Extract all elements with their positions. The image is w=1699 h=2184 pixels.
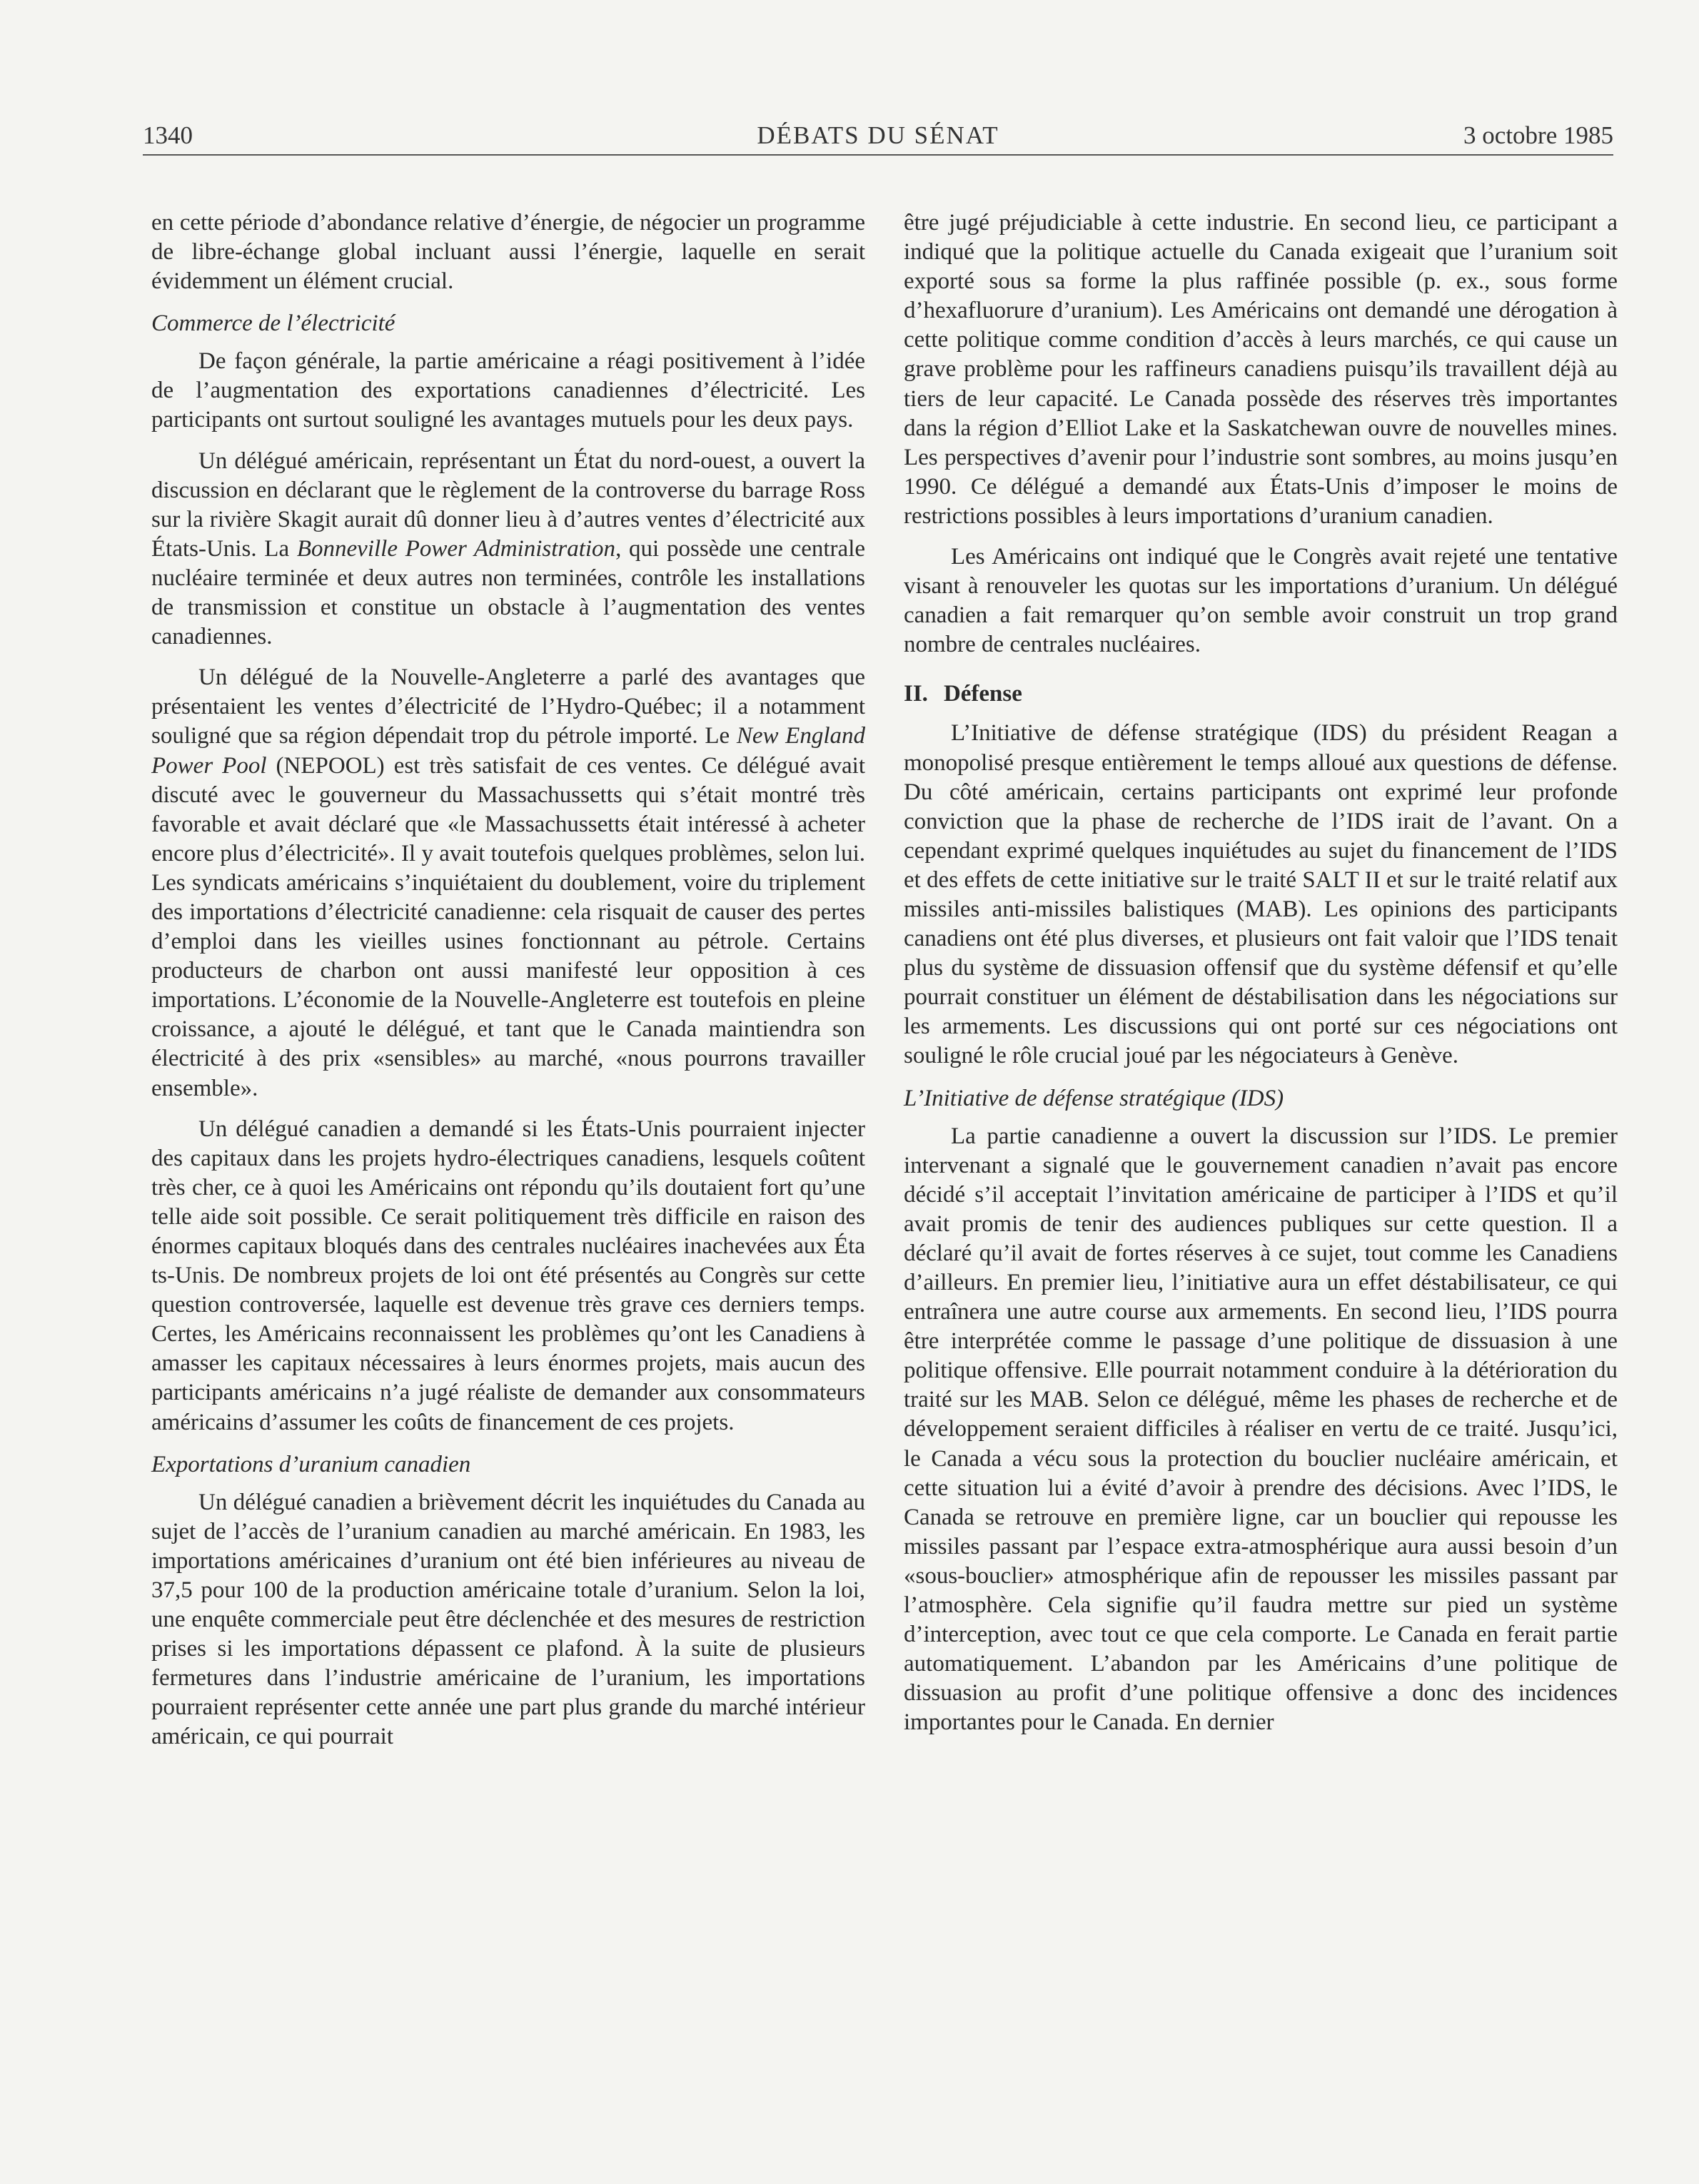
paragraph (151, 663, 865, 1103)
subheading-ids: L’Initiative de défense stratégique (IDS) (904, 1085, 1284, 1111)
paragraph: Les Américains ont indiqué que le Congrès avait rejeté une tentative visant à renouveler les quotas sur les importations d’uranium. Un délégué canadien a fait remarquer qu’on semble avoir construit un trop grand nombre de centrales nucléaires. (904, 544, 1618, 658)
section-number: II. (904, 681, 928, 707)
text-run: Un délégué de la Nouvelle-Angleterre a parlé des avantages que présentaient les ventes d’électricité de l’Hydro-Québec; il a notamment souligné que sa région dépendait trop du pétrole importé. Le (151, 664, 865, 749)
emphasis-text: Bonneville Power Administration (296, 535, 616, 562)
left-column (151, 208, 865, 1752)
paragraph: L’Initiative de défense stratégique (IDS) du président Reagan a monopolisé presque entièrement le temps alloué aux questions de défense. Du côté américain, certains participants ont exprimé leur profonde conviction que la phase de recherche de l’IDS irait de l’avant. On a cependant exprimé quelques inquiétudes au sujet du financement de l’IDS et des effets de cette initiative sur le traité SALT II et sur le traité relatif aux missiles anti-missiles balistiques (MAB). Les opinions des participants canadiens ont été plus diverses, et plusieurs ont fait valoir que l’IDS tenait plus du système de dissuasion offensif que du système défensif et qu’elle pourrait constituer un élément de déstabilisation dans les négociations sur les armements. Les discussions qui ont porté sur ces négociations ont souligné le rôle crucial joué par les négociateurs à Genève. (904, 720, 1618, 1069)
section-title: Défense (943, 681, 1022, 707)
paragraph: être jugé préjudiciable à cette industrie. En second lieu, ce participant a indiqué que la politique actuelle du Canada exigeait que l’uranium soit exporté sous sa forme la plus raffinée possible (p. ex., sous forme d’hexafluorure d’uranium). Les Américains ont demandé une dérogation à cette politique comme condition d’accès à leurs marchés, ce qui cause un grave problème pour les raffineurs canadiens puisqu’ils travaillent déjà au tiers de leur capacité. Le Canada possède des réserves très importantes dans la région d’Elliot Lake et la Saskatchewan ouvre de nouvelles mines. Les perspectives d’avenir pour l’industrie sont sombres, au moins jusqu’en 1990. Ce délégué a demandé aux États-Unis d’imposer le moins de restrictions possibles à leurs importations d’uranium canadien. (904, 210, 1618, 529)
text-run: Un délégué américain, représentant un État du nord-ouest, a ouvert la discussion en déclarant que le règlement de la controverse du barrage Ross sur la rivière Skagit aurait dû donner lieu à d’autres ventes d’électricité aux États-Unis. La (151, 448, 865, 562)
paragraph: Un délégué canadien a brièvement décrit les inquiétudes du Canada au sujet de l’accès de l’uranium canadien au marché américain. En 1983, les importations américaines d’uranium ont été bien inférieures au niveau de 37,5 pour 100 de la production américaine totale d’uranium. Selon la loi, une enquête commerciale peut être déclenchée et des mesures de restriction prises si les importations dépassent ce plafond. À la suite de plusieurs fermetures dans l’industrie américaine de l’uranium, les importations pourraient représenter cette année une part plus grande du marché intérieur américain, ce qui pourrait (151, 1489, 865, 1750)
page-header (143, 120, 1613, 156)
right-column (904, 208, 1618, 1738)
paragraph: Un délégué canadien a demandé si les États-Unis pourraient injecter des capitaux dans les projets hydro-électriques canadiens, lesquels coûtent très cher, ce à quoi les Américains ont répondu qu’ils doutaient fort qu’une telle aide soit possible. Ce serait politiquement très difficile en raison des énormes capitaux bloqués dans des centrales nucléaires inachevées aux Éta ts-Unis. De nombreux projets de loi ont été présentés au Congrès sur cette question controversée, laquelle est devenue très grave ces derniers temps. Certes, les Américains reconnaissent les problèmes qu’ont les Canadiens à amasser les capitaux nécessaires à leurs énormes projets, mais aucun des participants américains n’a jugé réaliste de demander aux consommateurs américains d’assumer les coûts de financement de ces projets. (151, 1116, 865, 1435)
emphasis-text: New England Power Pool (151, 723, 865, 779)
subheading-electricite: Commerce de l’électricité (151, 310, 395, 337)
paragraph: en cette période d’abondance relative d’énergie, de négocier un programme de libre-échange global incluant aussi l’énergie, laquelle en serait évidemment un élément crucial. (151, 210, 865, 295)
text-run: , qui possède une centrale nucléaire terminée et deux autres non terminées, contrôle les installations de transmission et constitue un obstacle à l’augmentation des ventes canadiennes. (151, 535, 866, 650)
publication-title: DÉBATS DU SÉNAT (757, 121, 999, 149)
paragraph: La partie canadienne a ouvert la discussion sur l’IDS. Le premier intervenant a signalé que le gouvernement canadien n’avait pas encore décidé s’il acceptait l’invitation américaine de participer à l’IDS et qu’il avait promis de tenir des audiences publiques sur cette question. Il a déclaré qu’il avait de fortes réserves à ce sujet, tout comme les Canadiens d’ailleurs. En premier lieu, l’initiative aura un effet déstabilisateur, ce qui entraînera une autre course aux armements. En second lieu, l’IDS pourra être interprétée comme le passage d’une politique de dissuasion à une politique offensive. Elle pourrait notamment conduire à la détérioration du traité sur les MAB. Selon ce délégué, même les phases de recherche et de développement seraient difficiles à réaliser en vertu de ce traité. Jusqu’ici, le Canada a vécu sous la protection du bouclier nucléaire américain, et cette situation lui a évité d’avoir à prendre des décisions. Avec l’IDS, le Canada se retrouve en première ligne, car un bouclier qui repousse les missiles passant par l’espace extra-atmosphérique aura aussi besoin d’un «sous-bouclier» atmosphérique afin de repousser les missiles passant par l’atmosphère. Cela signifie qu’il faudra mettre sur pied un système d’interception, avec tout ce que cela comporte. Le Canada en ferait partie automatiquement. L’abandon par les Américains d’une politique de dissuasion au profit d’une politique offensive a donc des incidences importantes pour le Canada. En dernier (904, 1123, 1618, 1736)
subheading-uranium: Exportations d’uranium canadien (151, 1451, 471, 1477)
text-run: (NEPOOL) est très satisfait de ces ventes. Ce délégué avait discuté avec le gouverneur du Massachussetts qui s’était montré très favorable et avait déclaré que «le Massachussetts était intéressé à acheter encore plus d’électricité». Il y avait toutefois quelques problèmes, selon lui. Les syndicats américains s’inquiétaient du doublement, voire du triplement des importations d’électricité canadienne: cela risquait de causer des pertes d’emploi dans les vieilles usines fonctionnant au pétrole. Certains producteurs de charbon ont aussi manifesté leur opposition à ces importations. L’économie de la Nouvelle-Angleterre est toutefois en pleine croissance, a ajouté le délégué, et tant que le Canada maintiendra son électricité à des prix «sensibles» au marché, «nous pourrons travailler ensemble». (151, 752, 866, 1101)
page-number: 1340 (143, 121, 193, 149)
section-heading-defense (904, 679, 1618, 709)
paragraph (151, 447, 865, 652)
page-date: 3 octobre 1985 (1463, 121, 1613, 149)
paragraph: De façon générale, la partie américaine a réagi positivement à l’idée de l’augmentation des exportations canadiennes d’électricité. Les participants ont surtout souligné les avantages mutuels pour les deux pays. (151, 348, 865, 433)
